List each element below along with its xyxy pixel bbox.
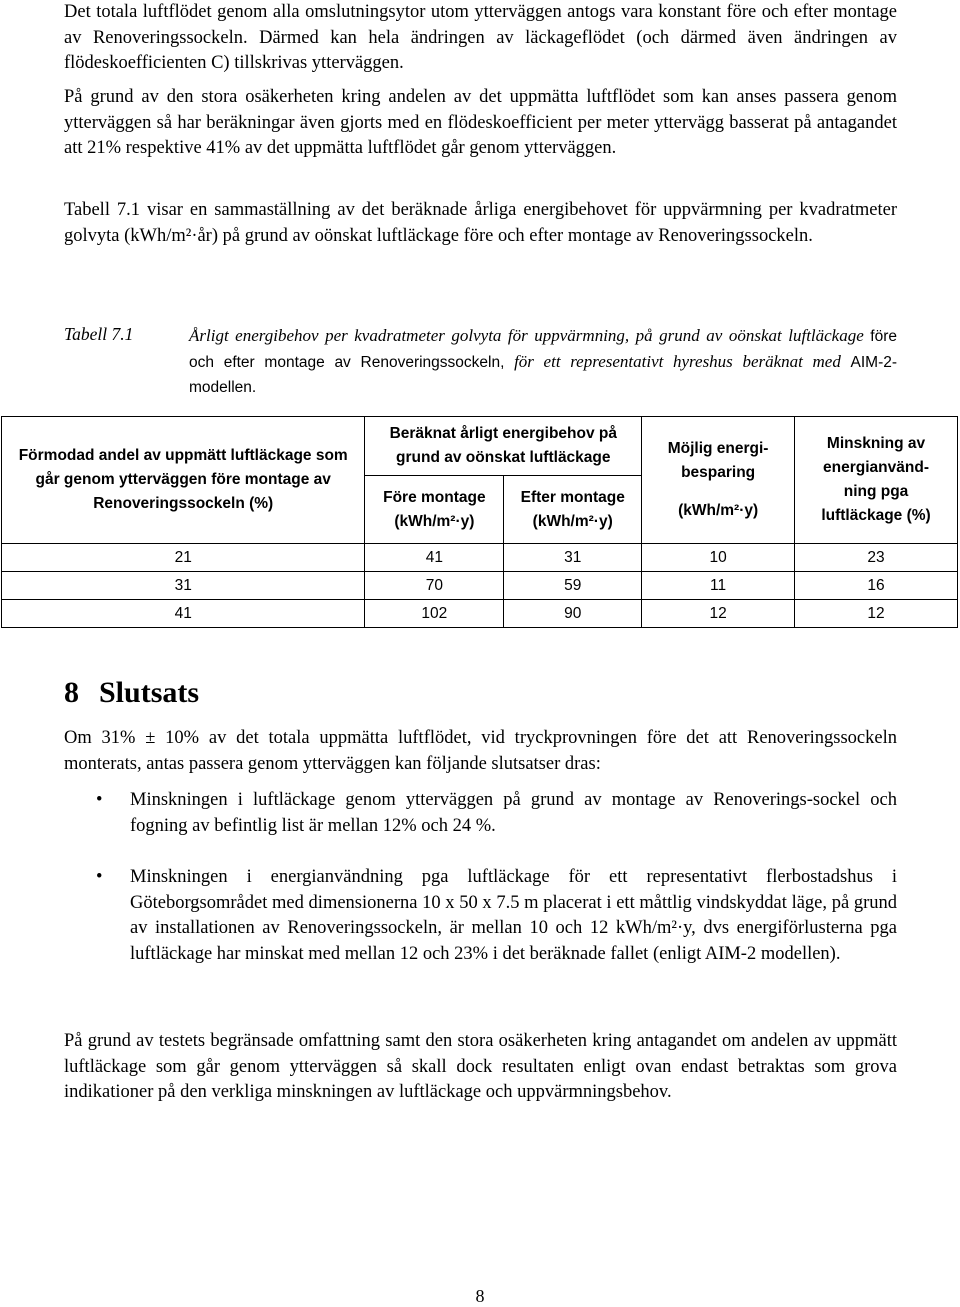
paragraph-table-intro: Tabell 7.1 visar en sammaställning av det beräknade årliga energibehovet för uppvärmning per kvadratmeter golvyta (kWh/m²·år) på grund av oönskat luftläckage före och efter montage av Renoveringssockeln. — [64, 200, 897, 246]
header-saving-unit: (kWh/m²·y) — [678, 502, 759, 519]
table-cell: 41 — [2, 600, 365, 628]
caption-part-1: Årligt energibehov per kvadratmeter golvyta för uppvärmning, på grund av oönskat luftläckage — [189, 326, 864, 345]
table-cell: 41 — [365, 544, 504, 572]
section-number: 8 — [64, 676, 79, 709]
table-cell: 31 — [2, 572, 365, 600]
paragraph-intro: Det totala luftflödet genom alla omslutningsytor utom ytterväggen antogs vara konstant före och efter montage av Renoveringssockeln. Därmed kan hela ändringen av läckageflödet (och därmed även ändringen av flödeskoefficienten C) tillskrivas ytterväggen. — [64, 2, 897, 74]
table-row — [2, 572, 958, 600]
header-reduction: Minskning av energianvänd-ning pga luftläckage (%) — [795, 417, 958, 544]
table-cell: 21 — [2, 544, 365, 572]
energy-table — [1, 416, 958, 628]
table-cell: 12 — [795, 600, 958, 628]
paragraph-conclusion-intro: Om 31% ± 10% av det totala uppmätta luftflödet, vid tryckprovningen före det att Renoveringssockeln monterats, antas passera genom ytterväggen kan följande slutsatser dras: — [64, 728, 897, 774]
page-number: 8 — [475, 1286, 485, 1306]
header-saving-label: Möjlig energi-besparing — [667, 440, 769, 481]
header-air-share: Förmodad andel av uppmätt luftläckage som går genom ytterväggen före montage av Renoveringssockeln (%) — [2, 417, 365, 544]
table-row — [2, 600, 958, 628]
bullet-icon: • — [96, 790, 103, 810]
table-cell: 10 — [642, 544, 795, 572]
list-item — [64, 788, 897, 839]
section-heading — [64, 676, 199, 710]
list-item-text: Minskningen i energianvändning pga luftläckage för ett representativt flerbostadshus i Göteborgsområdet med dimensionerna 10 x 50 x 7.5 m placerat i ett måttlig vindskyddat läge, på grund av installationen av Renoveringssockeln, är mellan 10 och 12 kWh/m²·y, dvs energiförlusterna pga luftläckage har minskat med mellan 12 och 23% i det beräknade fallet (enligt AIM-2 modellen). — [130, 867, 897, 964]
table-cell: 23 — [795, 544, 958, 572]
table-caption-text — [189, 324, 897, 401]
header-possible-saving — [642, 417, 795, 544]
table-row — [2, 544, 958, 572]
header-calculated-demand: Beräknat årligt energibehov på grund av oönskat luftläckage — [365, 417, 642, 476]
list-item — [64, 865, 897, 967]
header-after-montage: Efter montage (kWh/m²·y) — [504, 476, 642, 544]
paragraph-uncertainty: På grund av den stora osäkerheten kring andelen av det uppmätta luftflödet som kan anses passera genom ytterväggen så har beräkningar även gjorts med en flödeskoefficient per meter yttervägg basserat på antagandet att 21% respektive 41% av det uppmätta luftflödet går genom ytterväggen. — [64, 87, 897, 159]
section-title: Slutsats — [99, 676, 200, 709]
table-cell: 70 — [365, 572, 504, 600]
list-item-text: Minskningen i luftläckage genom ytterväggen på grund av montage av Renoverings-sockel och fogning av befintlig list är mellan 12% och 24 %. — [130, 790, 897, 836]
paragraph-closing: På grund av testets begränsade omfattning samt den stora osäkerheten kring antagandet om andelen av uppmätt luftläckage som går genom ytterväggen så skall dock resultaten enligt ovan endast betraktas som grova indikationer på den verkliga minskningen av luftläckage och uppvärmningsbehov. — [64, 1031, 897, 1103]
caption-part-2: före och efter montage av Renoveringssockeln, — [189, 328, 898, 371]
table-cell: 59 — [504, 572, 642, 600]
bullet-icon: • — [96, 867, 103, 888]
table-cell: 12 — [642, 600, 795, 628]
caption-part-4: AIM-2-modellen. — [189, 353, 898, 396]
caption-part-3: för ett representativt hyreshus beräknat med — [514, 351, 841, 371]
header-before-montage: Före montage (kWh/m²·y) — [365, 476, 504, 544]
table-caption-label: Tabell 7.1 — [64, 324, 134, 344]
table-cell: 31 — [504, 544, 642, 572]
table-cell: 11 — [642, 572, 795, 600]
table-cell: 102 — [365, 600, 504, 628]
table-cell: 90 — [504, 600, 642, 628]
conclusion-list — [64, 788, 897, 968]
table-cell: 16 — [795, 572, 958, 600]
